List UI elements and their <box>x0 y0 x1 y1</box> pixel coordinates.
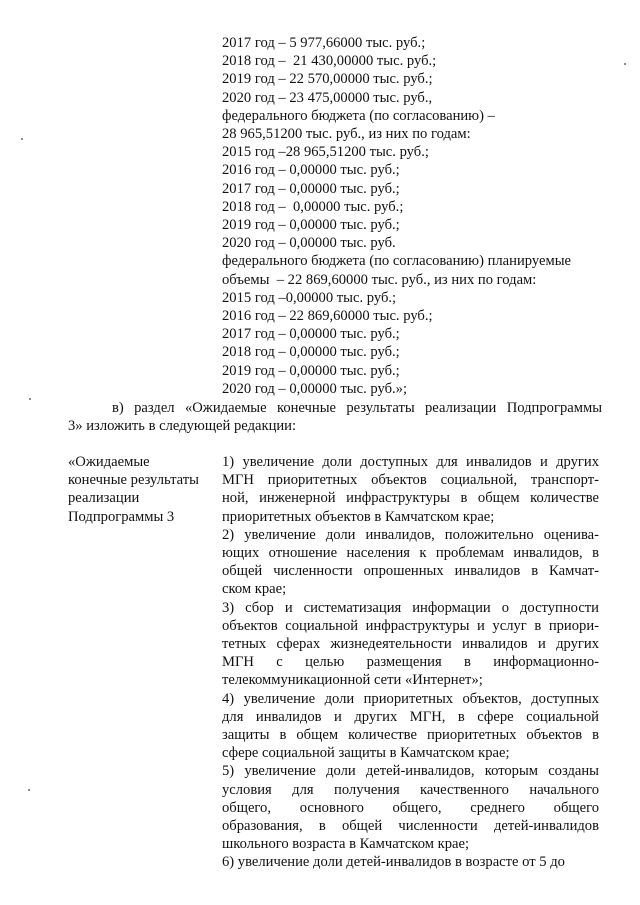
funding-line: 2015 год –0,00000 тыс. руб.; <box>222 289 397 306</box>
scan-speck <box>21 138 23 140</box>
result-item-line: ющих отношение населения к проблемам инвалидов, в <box>222 545 599 562</box>
scan-speck <box>28 789 30 791</box>
result-item-line: защиты в общем количестве приоритетных объектов в <box>222 727 599 744</box>
amendment-intro <box>68 399 602 435</box>
funding-line: 2015 год –28 965,51200 тыс. руб.; <box>222 144 429 161</box>
funding-line: объемы – 22 869,60000 тыс. руб., из них по годам: <box>222 271 537 288</box>
result-item-line: 2) увеличение доли инвалидов, положительно оценива- <box>222 526 599 543</box>
funding-line: 2019 год – 22 570,00000 тыс. руб.; <box>222 71 433 88</box>
section-label-line: Подпрограммы 3 <box>68 508 175 525</box>
result-item-line: приоритетных объектов в Камчатском крае; <box>222 508 495 525</box>
funding-line: 2017 год – 0,00000 тыс. руб.; <box>222 180 400 197</box>
funding-line: 2020 год – 23 475,00000 тыс. руб., <box>222 89 433 106</box>
funding-line: федерального бюджета (по согласованию) планируемые <box>222 253 571 270</box>
result-item <box>222 453 599 526</box>
funding-line: федерального бюджета (по согласованию) – <box>222 107 495 124</box>
result-item <box>222 599 599 690</box>
funding-line: 2017 год – 5 977,66000 тыс. руб.; <box>222 35 426 51</box>
result-item-line: МГН приоритетных объектов социальной, транспорт- <box>222 472 599 489</box>
result-item-line: тетных сферах жизнедеятельности инвалидов и других <box>222 636 599 653</box>
intro-line: в) раздел «Ожидаемые конечные результаты реализации Подпрограммы <box>112 400 602 416</box>
result-item <box>222 853 599 871</box>
funding-line: 2018 год – 21 430,00000 тыс. руб.; <box>222 53 437 70</box>
section-label-line: реализации <box>68 490 140 507</box>
funding-line: 2019 год – 0,00000 тыс. руб.; <box>222 362 400 379</box>
result-item <box>222 762 599 853</box>
funding-line: 2018 год – 0,00000 тыс. руб.; <box>222 198 404 215</box>
result-item-line: 4) увеличение доли приоритетных объектов, доступных <box>222 690 599 707</box>
result-item-line: 1) увеличение доли доступных для инвалидов и других <box>222 454 599 470</box>
result-item-line: образования, в общей численности детей-инвалидов <box>222 818 599 835</box>
funding-line: 2016 год – 0,00000 тыс. руб.; <box>222 162 400 179</box>
funding-line: 2020 год – 0,00000 тыс. руб. <box>222 235 396 252</box>
result-item <box>222 526 599 599</box>
result-item-line: 5) увеличение доли детей-инвалидов, которым созданы <box>222 763 599 780</box>
funding-line: 2016 год – 22 869,60000 тыс. руб.; <box>222 308 433 325</box>
result-item-line: школьного возраста в Камчатском крае; <box>222 836 470 853</box>
scan-speck <box>29 398 31 400</box>
result-item-line: условия для получения качественного начального <box>222 781 599 798</box>
result-item <box>222 690 599 763</box>
result-item-line: для инвалидов и других МГН, в сфере социальной <box>222 708 599 725</box>
result-item-line: ском крае; <box>222 581 287 598</box>
funding-line: 2018 год – 0,00000 тыс. руб.; <box>222 344 400 361</box>
section-label-line: конечные результаты <box>68 472 199 489</box>
scan-speck <box>624 63 626 65</box>
funding-breakdown <box>222 34 602 398</box>
result-item-line: сфере социальной защиты в Камчатском крае; <box>222 745 510 762</box>
intro-line: 3» изложить в следующей редакции: <box>68 418 297 435</box>
funding-line: 2017 год – 0,00000 тыс. руб.; <box>222 326 400 343</box>
result-item-line: общего, основного общего, среднего общего <box>222 799 599 816</box>
result-item-line: объектов социальной инфраструктуры и услуг в приори- <box>222 617 599 634</box>
result-item-line: телекоммуникационной сети «Интернет»; <box>222 672 483 689</box>
section-label <box>68 453 218 526</box>
funding-line: 28 965,51200 тыс. руб., из них по годам: <box>222 126 471 143</box>
result-item-line: 6) увеличение доли детей-инвалидов в возрасте от 5 до <box>222 854 565 871</box>
expected-results-list <box>222 453 599 872</box>
result-item-line: ной, инженерной инфраструктуры в общем количестве <box>222 490 599 507</box>
funding-line: 2019 год – 0,00000 тыс. руб.; <box>222 217 400 234</box>
result-item-line: 3) сбор и систематизация информации о доступности <box>222 599 599 616</box>
section-label-line: «Ожидаемые <box>68 454 150 470</box>
funding-line: 2020 год – 0,00000 тыс. руб.»; <box>222 380 408 397</box>
result-item-line: общей численности опрошенных инвалидов в Камчат- <box>222 563 599 580</box>
result-item-line: МГН с целью размещения в информационно- <box>222 654 599 671</box>
